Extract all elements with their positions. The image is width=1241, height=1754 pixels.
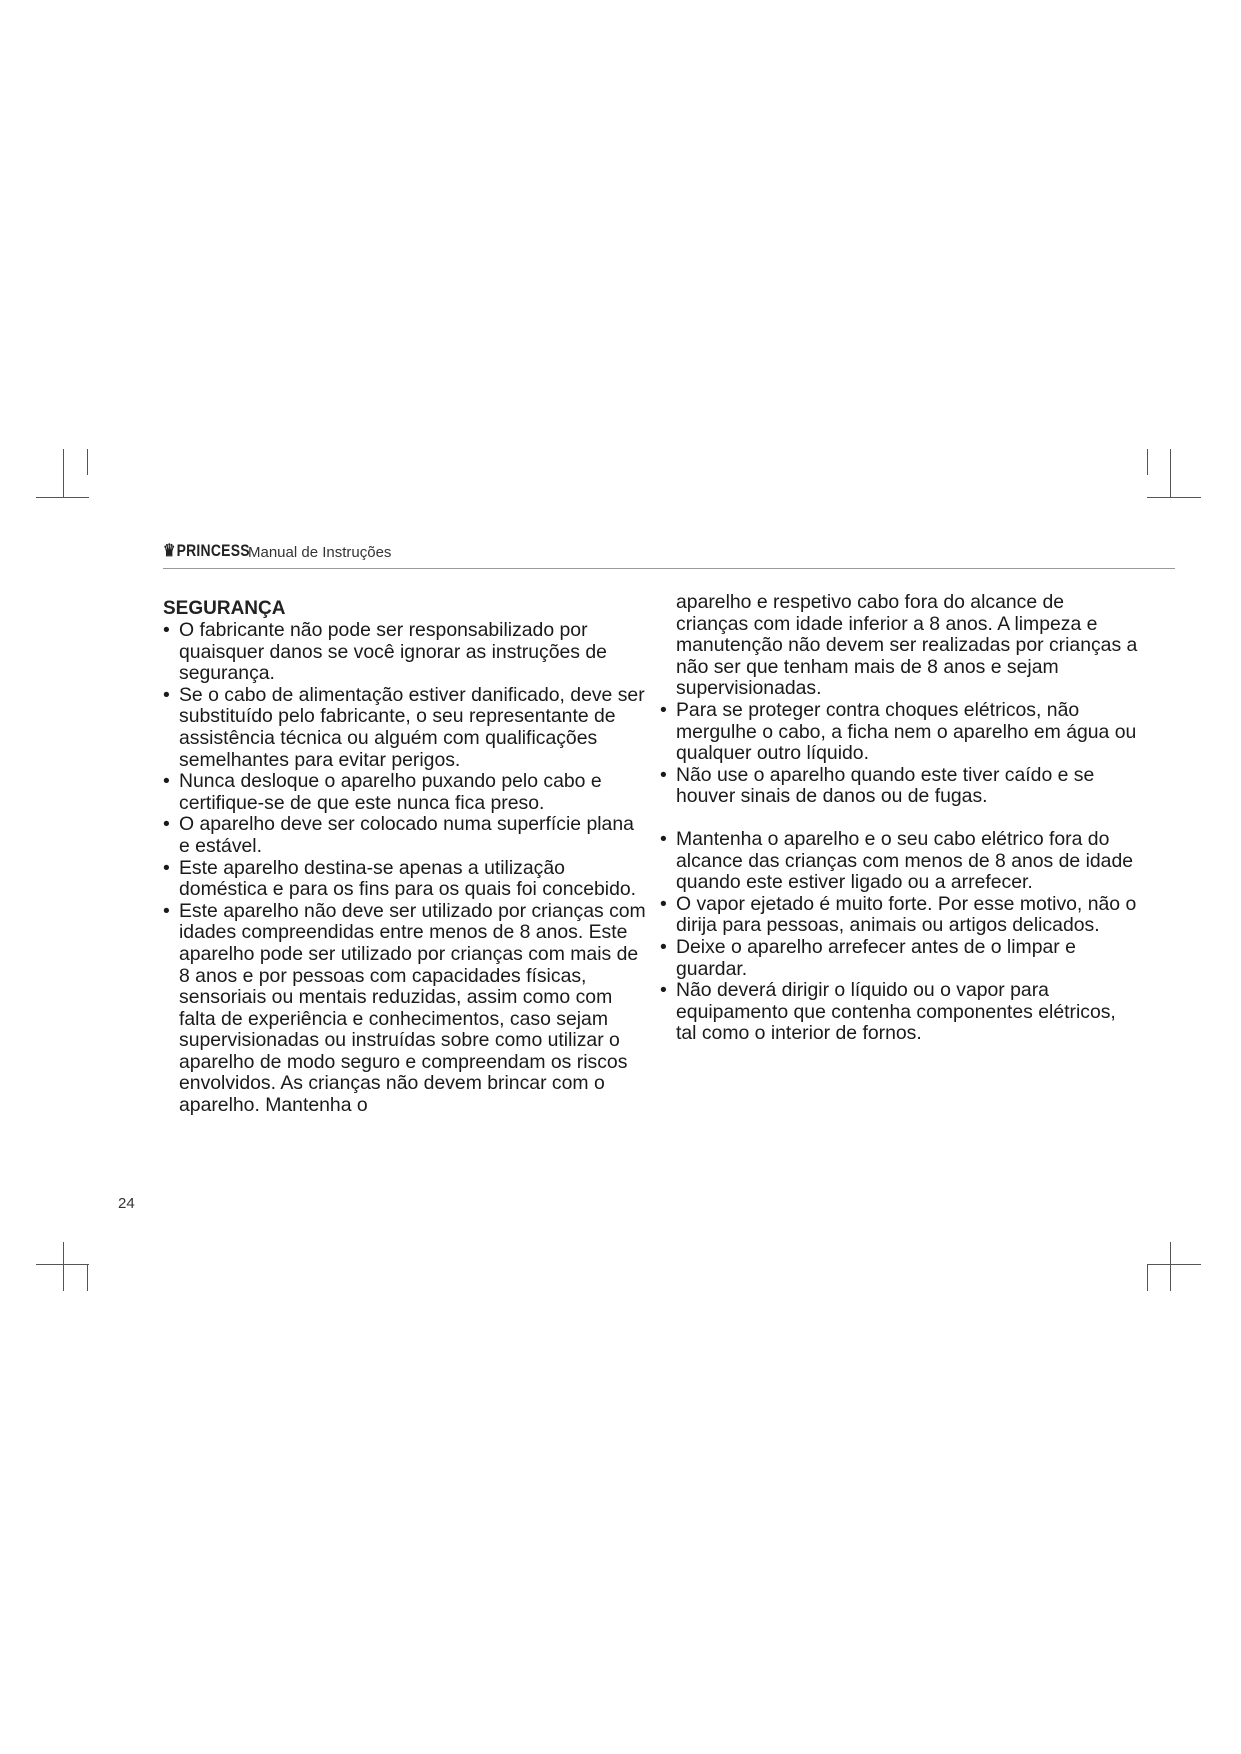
list-item: • O fabricante não pode ser responsabilizado por quaisquer danos se você ignorar as instruções de segurança. (163, 620, 647, 685)
list-item: • Se o cabo de alimentação estiver danificado, deve ser substituído pelo fabricante, o seu representante de assistência técnica ou alguém com qualificações semelhantes para evitar perigos. (163, 685, 647, 771)
right-column (660, 592, 1140, 1045)
crown-icon: ♛ (163, 541, 176, 560)
page-number: 24 (118, 1195, 135, 1212)
list-item: • Não use o aparelho quando este tiver caído e se houver sinais de danos ou de fugas. (660, 765, 1140, 808)
list-item: • O vapor ejetado é muito forte. Por esse motivo, não o dirija para pessoas, animais ou artigos delicados. (660, 894, 1140, 937)
list-item: • Não deverá dirigir o líquido ou o vapor para equipamento que contenha componentes elétricos, tal como o interior de fornos. (660, 980, 1140, 1045)
manual-title: Manual de Instruções (248, 544, 392, 561)
list-item: • Mantenha o aparelho e o seu cabo elétrico fora do alcance das crianças com menos de 8 anos de idade quando este estiver ligado ou a arrefecer. (660, 829, 1140, 894)
brand-logo (163, 541, 250, 561)
list-item: • Este aparelho não deve ser utilizado por crianças com idades compreendidas entre menos de 8 anos. Este aparelho pode ser utilizado por crianças com mais de 8 anos e por pessoas com capacidades físicas, sensoriais ou mentais reduzidas, assim como com falta de experiência e conhecimentos, caso sejam supervisionadas ou instruídas sobre como utilizar o aparelho de modo seguro e compreendam os riscos envolvidos. As crianças não devem brincar com o aparelho. Mantenha o (163, 901, 647, 1117)
list-item: • Para se proteger contra choques elétricos, não mergulhe o cabo, a ficha nem o aparelho em água ou qualquer outro líquido. (660, 700, 1140, 765)
brand-name: PRINCESS (176, 541, 250, 560)
spacer (660, 808, 1140, 829)
safety-list-right-b (660, 829, 1140, 1045)
page-header (163, 538, 1175, 569)
safety-list-right-a (660, 700, 1140, 808)
list-item: • Nunca desloque o aparelho puxando pelo cabo e certifique-se de que este nunca fica preso. (163, 771, 647, 814)
list-item: • O aparelho deve ser colocado numa superfície plana e estável. (163, 814, 647, 857)
safety-list-left (163, 620, 647, 1117)
section-title: SEGURANÇA (163, 598, 286, 619)
left-column (163, 592, 647, 1117)
list-item: • Deixe o aparelho arrefecer antes de o limpar e guardar. (660, 937, 1140, 980)
continued-text: aparelho e respetivo cabo fora do alcance de crianças com idade inferior a 8 anos. A limpeza e manutenção não devem ser realizadas por crianças a não ser que tenham mais de 8 anos e sejam supervisionadas. (676, 591, 1138, 700)
list-item: • Este aparelho destina-se apenas a utilização doméstica e para os fins para os quais foi concebido. (163, 858, 647, 901)
